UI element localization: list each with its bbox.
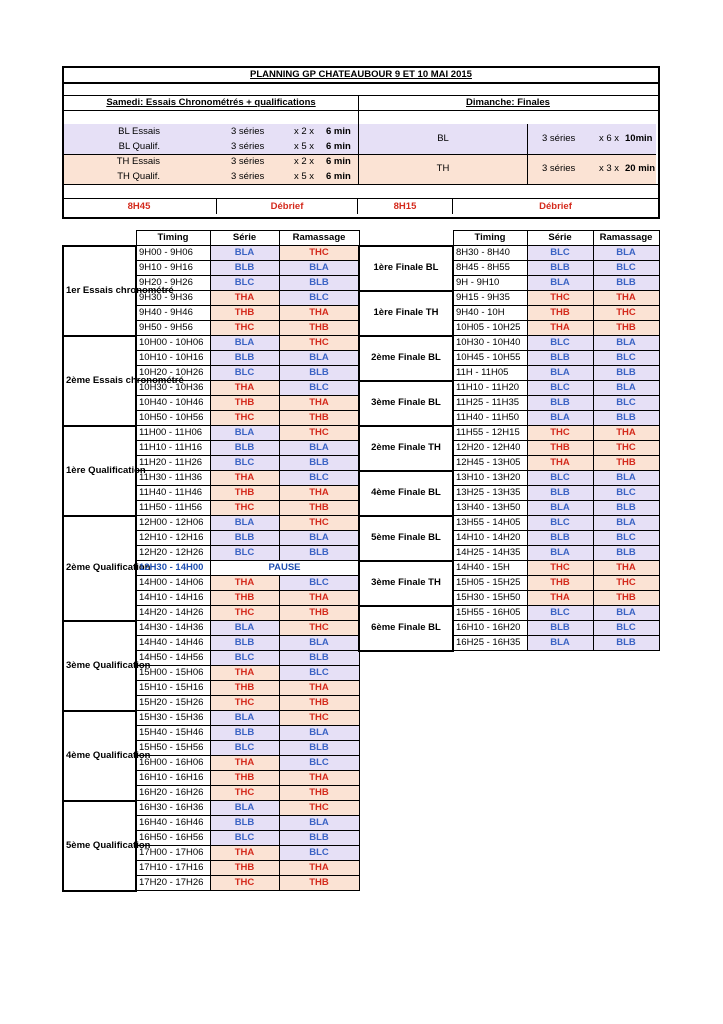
ramassage-cell: THB xyxy=(279,786,359,801)
format-row xyxy=(64,154,358,169)
ramassage-cell: THC xyxy=(279,246,359,261)
timing-cell: 9H20 - 9H26 xyxy=(136,276,210,291)
serie-cell: THB xyxy=(527,306,593,321)
group-label: 4ème Finale BL xyxy=(359,471,453,516)
format-series: 3 séries xyxy=(231,171,265,182)
format-row xyxy=(359,124,656,154)
timing-cell: 12H00 - 12H06 xyxy=(136,516,210,531)
serie-cell: THA xyxy=(527,321,593,336)
timing-cell: 11H - 11H05 xyxy=(453,366,527,381)
ramassage-cell: BLB xyxy=(593,546,659,561)
ramassage-cell: BLC xyxy=(279,291,359,306)
format-row xyxy=(64,139,358,154)
timing-cell: 10H05 - 10H25 xyxy=(453,321,527,336)
serie-cell: THB xyxy=(210,861,279,876)
serie-cell: BLA xyxy=(210,711,279,726)
debrief-row xyxy=(62,199,658,214)
ramassage-cell: BLA xyxy=(279,261,359,276)
serie-cell: THC xyxy=(527,561,593,576)
timing-cell: 16H25 - 16H35 xyxy=(453,636,527,651)
ramassage-cell: THB xyxy=(593,591,659,606)
format-series: 3 séries xyxy=(231,141,265,152)
format-duration: 6 min xyxy=(326,156,351,167)
group-label: 3ème Finale BL xyxy=(359,381,453,426)
serie-cell: THA xyxy=(527,456,593,471)
ramassage-cell: BLA xyxy=(593,516,659,531)
format-duration: 10min xyxy=(625,133,653,144)
timing-cell: 13H25 - 13H35 xyxy=(453,486,527,501)
serie-cell: BLB xyxy=(527,261,593,276)
serie-cell: THC xyxy=(210,606,279,621)
group-label: 2ème Essais chronométré xyxy=(63,336,136,426)
table-row xyxy=(359,606,659,621)
header-blank xyxy=(63,231,136,246)
serie-cell: BLB xyxy=(210,441,279,456)
table-row xyxy=(63,426,359,441)
ramassage-cell: THC xyxy=(593,441,659,456)
timing-cell: 9H15 - 9H35 xyxy=(453,291,527,306)
timing-cell: 17H10 - 17H16 xyxy=(136,861,210,876)
timing-cell: 10H45 - 10H55 xyxy=(453,351,527,366)
timing-cell: 17H20 - 17H26 xyxy=(136,876,210,891)
timing-cell: 11H40 - 11H46 xyxy=(136,486,210,501)
serie-cell: THB xyxy=(210,591,279,606)
timing-cell: 14H20 - 14H26 xyxy=(136,606,210,621)
serie-cell: BLC xyxy=(210,546,279,561)
timing-cell: 14H30 - 14H36 xyxy=(136,621,210,636)
serie-cell: BLB xyxy=(527,621,593,636)
ramassage-cell: BLB xyxy=(279,276,359,291)
ramassage-cell: BLA xyxy=(279,726,359,741)
ramassage-cell: BLB xyxy=(593,636,659,651)
ramassage-cell: BLC xyxy=(593,351,659,366)
table-row xyxy=(359,561,659,576)
ramassage-cell: THA xyxy=(279,306,359,321)
page-title: PLANNING GP CHATEAUBOUR 9 ET 10 MAI 2015 xyxy=(62,66,660,84)
serie-cell: THA xyxy=(210,381,279,396)
timing-cell: 12H30 - 14H00 xyxy=(136,561,210,576)
timing-cell: 15H05 - 15H25 xyxy=(453,576,527,591)
ramassage-cell: THA xyxy=(279,591,359,606)
saturday-debrief: Débrief xyxy=(217,199,358,214)
ramassage-cell: BLC xyxy=(279,846,359,861)
serie-cell: THC xyxy=(210,321,279,336)
ramassage-cell: THB xyxy=(279,321,359,336)
header-timing: Timing xyxy=(453,231,527,246)
ramassage-cell: THC xyxy=(279,426,359,441)
group-label: 5ème Finale BL xyxy=(359,516,453,561)
format-label: TH Essais xyxy=(116,156,160,167)
ramassage-cell: BLA xyxy=(279,441,359,456)
serie-cell: BLB xyxy=(210,351,279,366)
serie-cell: BLA xyxy=(210,426,279,441)
format-count: x 2 x xyxy=(294,126,315,137)
timing-cell: 14H50 - 14H56 xyxy=(136,651,210,666)
timing-cell: 11H40 - 11H50 xyxy=(453,411,527,426)
serie-cell: BLB xyxy=(210,816,279,831)
ramassage-cell: THA xyxy=(593,426,659,441)
ramassage-cell: BLA xyxy=(593,336,659,351)
ramassage-cell: BLB xyxy=(593,411,659,426)
timing-cell: 16H10 - 16H16 xyxy=(136,771,210,786)
timing-cell: 14H00 - 14H06 xyxy=(136,576,210,591)
timing-cell: 14H40 - 15H xyxy=(453,561,527,576)
serie-cell: BLC xyxy=(527,516,593,531)
serie-cell: THB xyxy=(527,441,593,456)
timing-cell: 15H10 - 15H16 xyxy=(136,681,210,696)
timing-cell: 8H30 - 8H40 xyxy=(453,246,527,261)
group-label: 1ère Finale TH xyxy=(359,291,453,336)
format-count: x 5 x xyxy=(294,171,315,182)
ramassage-cell: THA xyxy=(279,771,359,786)
format-duration: 6 min xyxy=(326,126,351,137)
timing-cell: 11H20 - 11H26 xyxy=(136,456,210,471)
group-label: 1ère Qualification xyxy=(63,426,136,516)
timing-cell: 13H55 - 14H05 xyxy=(453,516,527,531)
timing-cell: 9H30 - 9H36 xyxy=(136,291,210,306)
ramassage-cell: BLC xyxy=(279,756,359,771)
table-header-row xyxy=(63,231,359,246)
serie-cell: BLB xyxy=(527,396,593,411)
ramassage-cell: BLA xyxy=(593,246,659,261)
ramassage-cell: THC xyxy=(593,306,659,321)
timing-cell: 10H30 - 10H36 xyxy=(136,381,210,396)
timing-cell: 11H55 - 12H15 xyxy=(453,426,527,441)
ramassage-cell: THB xyxy=(279,696,359,711)
ramassage-cell: BLC xyxy=(279,381,359,396)
format-series: 3 séries xyxy=(231,156,265,167)
ramassage-cell: BLA xyxy=(593,471,659,486)
group-label: 5ème Qualification xyxy=(63,801,136,891)
ramassage-cell: BLA xyxy=(279,816,359,831)
table-row xyxy=(359,426,659,441)
timing-cell: 10H20 - 10H26 xyxy=(136,366,210,381)
ramassage-cell: BLC xyxy=(593,531,659,546)
timing-cell: 9H50 - 9H56 xyxy=(136,321,210,336)
divider xyxy=(527,154,528,184)
ramassage-cell: BLC xyxy=(279,666,359,681)
timing-cell: 11H10 - 11H20 xyxy=(453,381,527,396)
table-row xyxy=(359,246,659,261)
format-series: 3 séries xyxy=(542,133,576,144)
serie-cell: THC xyxy=(527,426,593,441)
ramassage-cell: THB xyxy=(279,876,359,891)
timing-cell: 10H30 - 10H40 xyxy=(453,336,527,351)
serie-cell: BLC xyxy=(527,246,593,261)
ramassage-cell: THC xyxy=(279,621,359,636)
serie-cell: BLC xyxy=(210,741,279,756)
serie-cell: THC xyxy=(210,411,279,426)
serie-cell: THB xyxy=(210,396,279,411)
timing-cell: 16H30 - 16H36 xyxy=(136,801,210,816)
timing-cell: 9H40 - 9H46 xyxy=(136,306,210,321)
ramassage-cell: BLB xyxy=(279,366,359,381)
header-serie: Série xyxy=(527,231,593,246)
ramassage-cell: BLA xyxy=(593,606,659,621)
ramassage-cell: BLB xyxy=(593,366,659,381)
ramassage-cell: THA xyxy=(593,561,659,576)
serie-cell: BLA xyxy=(210,246,279,261)
ramassage-cell: THC xyxy=(593,576,659,591)
header-timing: Timing xyxy=(136,231,210,246)
group-label: 4ème Qualification xyxy=(63,711,136,801)
format-label: TH xyxy=(436,163,450,174)
ramassage-cell: BLC xyxy=(279,576,359,591)
ramassage-cell: BLB xyxy=(279,651,359,666)
format-count: x 6 x xyxy=(599,133,620,144)
timing-cell: 16H10 - 16H20 xyxy=(453,621,527,636)
header-ramassage: Ramassage xyxy=(593,231,659,246)
serie-cell: THC xyxy=(210,501,279,516)
format-count: x 3 x xyxy=(599,163,620,174)
timing-cell: 14H40 - 14H46 xyxy=(136,636,210,651)
table-header-row xyxy=(359,231,659,246)
ramassage-cell: BLC xyxy=(593,486,659,501)
serie-cell: BLC xyxy=(527,606,593,621)
timing-cell: 14H25 - 14H35 xyxy=(453,546,527,561)
serie-cell: THA xyxy=(210,666,279,681)
serie-cell: BLA xyxy=(210,336,279,351)
format-row xyxy=(64,169,358,184)
format-label: BL xyxy=(437,133,449,144)
table-row xyxy=(359,336,659,351)
ramassage-cell: BLB xyxy=(279,546,359,561)
sunday-time: 8H15 xyxy=(358,199,453,214)
group-label: 2ème Finale BL xyxy=(359,336,453,381)
serie-cell: THC xyxy=(527,291,593,306)
serie-cell: BLC xyxy=(527,471,593,486)
serie-cell: BLA xyxy=(210,516,279,531)
header-serie: Série xyxy=(210,231,279,246)
timing-cell: 14H10 - 14H20 xyxy=(453,531,527,546)
timing-cell: 16H00 - 16H06 xyxy=(136,756,210,771)
ramassage-cell: BLA xyxy=(279,351,359,366)
timing-cell: 11H50 - 11H56 xyxy=(136,501,210,516)
serie-cell: THC xyxy=(210,876,279,891)
serie-cell: BLC xyxy=(527,336,593,351)
serie-cell: THC xyxy=(210,786,279,801)
sunday-schedule xyxy=(358,230,660,652)
format-row xyxy=(64,124,358,139)
timing-cell: 8H45 - 8H55 xyxy=(453,261,527,276)
group-label: 1er Essais chronométré xyxy=(63,246,136,336)
format-duration: 6 min xyxy=(326,171,351,182)
ramassage-cell: THA xyxy=(279,861,359,876)
timing-cell: 17H00 - 17H06 xyxy=(136,846,210,861)
serie-cell: THB xyxy=(210,771,279,786)
serie-cell: BLB xyxy=(210,726,279,741)
timing-cell: 9H10 - 9H16 xyxy=(136,261,210,276)
table-row xyxy=(63,516,359,531)
timing-cell: 15H00 - 15H06 xyxy=(136,666,210,681)
serie-cell: THA xyxy=(527,591,593,606)
serie-cell: BLC xyxy=(210,651,279,666)
ramassage-cell: BLC xyxy=(279,471,359,486)
group-label: 2ème Qualification xyxy=(63,516,136,621)
serie-cell: BLB xyxy=(210,261,279,276)
timing-cell: 16H20 - 16H26 xyxy=(136,786,210,801)
timing-cell: 16H40 - 16H46 xyxy=(136,816,210,831)
serie-cell: BLA xyxy=(527,501,593,516)
ramassage-cell: BLB xyxy=(279,831,359,846)
serie-cell: BLC xyxy=(210,456,279,471)
group-label: 2ème Finale TH xyxy=(359,426,453,471)
ramassage-cell: BLC xyxy=(593,396,659,411)
timing-cell: 12H10 - 12H16 xyxy=(136,531,210,546)
serie-cell: BLA xyxy=(210,801,279,816)
ramassage-cell: BLA xyxy=(279,531,359,546)
serie-cell: BLA xyxy=(527,276,593,291)
ramassage-cell: BLB xyxy=(279,456,359,471)
saturday-schedule xyxy=(62,230,360,892)
divider xyxy=(527,124,528,154)
serie-cell: THA xyxy=(210,471,279,486)
serie-cell: BLA xyxy=(527,366,593,381)
table-row xyxy=(359,381,659,396)
ramassage-cell: THC xyxy=(279,711,359,726)
ramassage-cell: THA xyxy=(593,291,659,306)
pause-cell: PAUSE xyxy=(210,561,359,576)
saturday-header: Samedi: Essais Chronométrés + qualifications xyxy=(106,97,316,108)
ramassage-cell: BLA xyxy=(279,636,359,651)
timing-cell: 10H00 - 10H06 xyxy=(136,336,210,351)
group-label: 3ème Qualification xyxy=(63,621,136,711)
timing-cell: 10H10 - 10H16 xyxy=(136,351,210,366)
table-row xyxy=(359,291,659,306)
divider xyxy=(62,184,658,185)
timing-cell: 9H40 - 10H xyxy=(453,306,527,321)
serie-cell: BLA xyxy=(527,411,593,426)
ramassage-cell: BLC xyxy=(593,621,659,636)
timing-cell: 14H10 - 14H16 xyxy=(136,591,210,606)
serie-cell: THA xyxy=(210,846,279,861)
timing-cell: 15H40 - 15H46 xyxy=(136,726,210,741)
ramassage-cell: THA xyxy=(279,396,359,411)
ramassage-cell: THC xyxy=(279,336,359,351)
serie-cell: BLB xyxy=(527,486,593,501)
serie-cell: BLA xyxy=(210,621,279,636)
format-label: BL Qualif. xyxy=(118,141,160,152)
ramassage-cell: THC xyxy=(279,516,359,531)
divider xyxy=(62,154,358,155)
serie-cell: THA xyxy=(210,291,279,306)
ramassage-cell: THA xyxy=(279,486,359,501)
serie-cell: THA xyxy=(210,756,279,771)
timing-cell: 11H30 - 11H36 xyxy=(136,471,210,486)
format-count: x 2 x xyxy=(294,156,315,167)
timing-cell: 11H10 - 11H16 xyxy=(136,441,210,456)
timing-cell: 16H50 - 16H56 xyxy=(136,831,210,846)
timing-cell: 15H50 - 15H56 xyxy=(136,741,210,756)
serie-cell: BLC xyxy=(210,366,279,381)
serie-cell: BLA xyxy=(527,636,593,651)
divider xyxy=(358,154,656,155)
ramassage-cell: THB xyxy=(279,606,359,621)
serie-cell: BLC xyxy=(527,381,593,396)
serie-cell: THB xyxy=(210,486,279,501)
ramassage-cell: BLC xyxy=(593,261,659,276)
serie-cell: THB xyxy=(210,306,279,321)
format-series: 3 séries xyxy=(231,126,265,137)
ramassage-cell: THB xyxy=(279,411,359,426)
serie-cell: BLC xyxy=(210,831,279,846)
ramassage-cell: THC xyxy=(279,801,359,816)
serie-cell: THB xyxy=(210,681,279,696)
format-count: x 5 x xyxy=(294,141,315,152)
sunday-header: Dimanche: Finales xyxy=(466,97,550,108)
ramassage-cell: THB xyxy=(593,456,659,471)
timing-cell: 9H00 - 9H06 xyxy=(136,246,210,261)
serie-cell: BLC xyxy=(210,276,279,291)
format-label: TH Qualif. xyxy=(117,171,160,182)
table-row xyxy=(63,246,359,261)
format-series: 3 séries xyxy=(542,163,576,174)
timing-cell: 9H - 9H10 xyxy=(453,276,527,291)
ramassage-cell: THB xyxy=(279,501,359,516)
format-label: BL Essais xyxy=(118,126,160,137)
timing-cell: 13H40 - 13H50 xyxy=(453,501,527,516)
timing-cell: 15H30 - 15H36 xyxy=(136,711,210,726)
ramassage-cell: THA xyxy=(279,681,359,696)
table-row xyxy=(63,711,359,726)
timing-cell: 11H25 - 11H35 xyxy=(453,396,527,411)
ramassage-cell: THB xyxy=(593,321,659,336)
timing-cell: 10H40 - 10H46 xyxy=(136,396,210,411)
header-ramassage: Ramassage xyxy=(279,231,359,246)
table-row xyxy=(63,621,359,636)
serie-cell: BLB xyxy=(527,351,593,366)
group-label: 6ème Finale BL xyxy=(359,606,453,651)
format-row xyxy=(359,154,656,184)
ramassage-cell: BLA xyxy=(593,381,659,396)
timing-cell: 12H45 - 13H05 xyxy=(453,456,527,471)
ramassage-cell: BLB xyxy=(279,741,359,756)
ramassage-cell: BLB xyxy=(593,501,659,516)
serie-cell: BLB xyxy=(210,531,279,546)
timing-cell: 11H00 - 11H06 xyxy=(136,426,210,441)
format-duration: 20 min xyxy=(625,163,656,174)
header-blank xyxy=(359,231,453,246)
table-row xyxy=(359,471,659,486)
table-row xyxy=(63,801,359,816)
table-row xyxy=(63,336,359,351)
group-label: 1ère Finale BL xyxy=(359,246,453,291)
format-duration: 6 min xyxy=(326,141,351,152)
serie-cell: BLB xyxy=(210,636,279,651)
serie-cell: BLB xyxy=(527,531,593,546)
ramassage-cell: BLB xyxy=(593,276,659,291)
serie-cell: BLA xyxy=(527,546,593,561)
timing-cell: 13H10 - 13H20 xyxy=(453,471,527,486)
timing-cell: 12H20 - 12H40 xyxy=(453,441,527,456)
serie-cell: THC xyxy=(210,696,279,711)
serie-cell: THB xyxy=(527,576,593,591)
group-label: 3ème Finale TH xyxy=(359,561,453,606)
timing-cell: 15H30 - 15H50 xyxy=(453,591,527,606)
timing-cell: 12H20 - 12H26 xyxy=(136,546,210,561)
divider xyxy=(62,110,658,111)
timing-cell: 15H20 - 15H26 xyxy=(136,696,210,711)
table-row xyxy=(359,516,659,531)
sunday-debrief: Débrief xyxy=(539,201,572,212)
timing-cell: 10H50 - 10H56 xyxy=(136,411,210,426)
serie-cell: THA xyxy=(210,576,279,591)
saturday-time: 8H45 xyxy=(62,199,217,214)
timing-cell: 15H55 - 16H05 xyxy=(453,606,527,621)
